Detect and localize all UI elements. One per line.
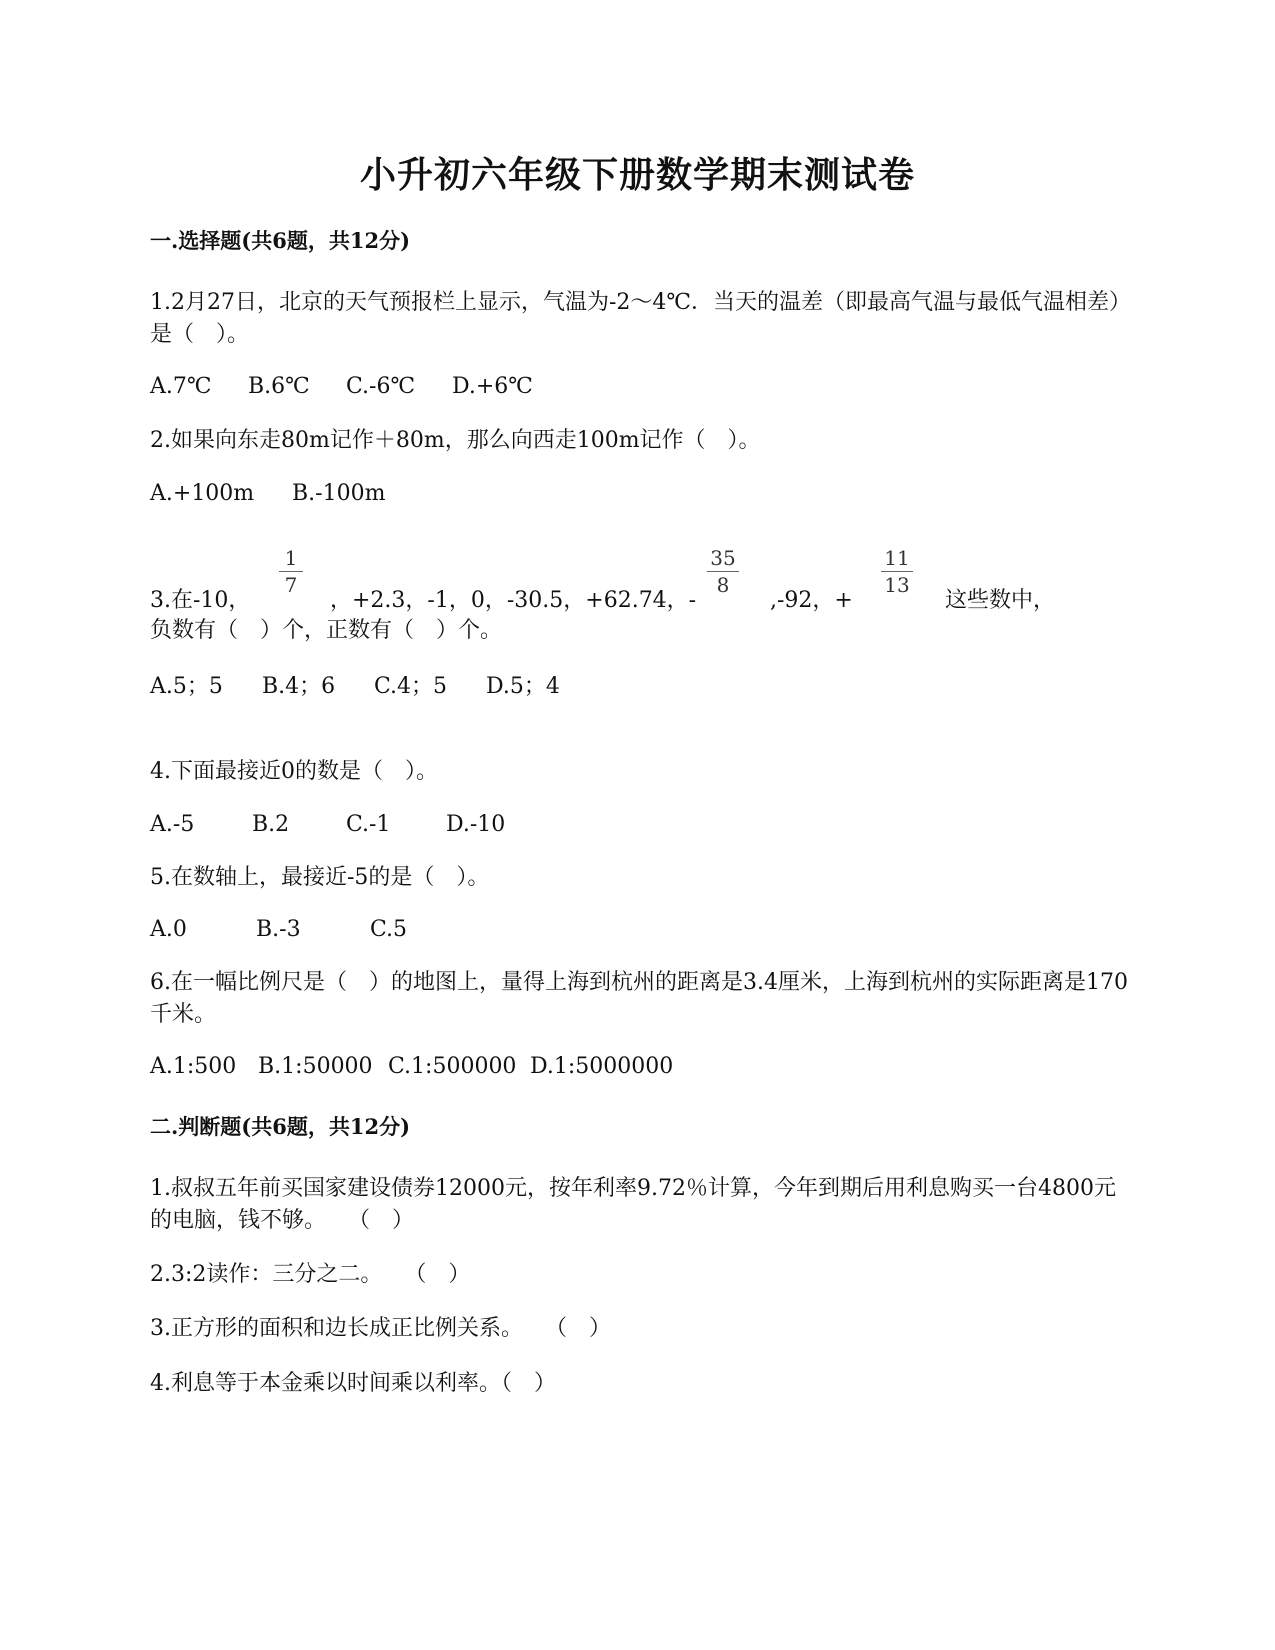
fraction-denominator: 8 xyxy=(716,573,730,597)
question-5-options xyxy=(150,914,407,946)
option-c: C.1:500000 xyxy=(388,1054,517,1079)
option-c: C.-6℃ xyxy=(346,374,416,399)
question-3-seg-1: 3.在-10， xyxy=(150,588,251,613)
question-3-seg-3: ,-92，+ xyxy=(770,588,853,613)
option-a: A.5；5 xyxy=(150,674,223,699)
question-3-line-2: 负数有（ ）个，正数有（ ）个。 xyxy=(150,618,503,643)
question-1-options xyxy=(150,371,533,403)
question-4-options xyxy=(150,809,505,841)
judgement-question-2: 2.3:2读作：三分之二。 （ ） xyxy=(150,1262,471,1287)
fraction-numerator: 1 xyxy=(284,546,298,570)
option-c: C.5 xyxy=(370,917,408,942)
question-3-options xyxy=(150,671,560,703)
question-3-seg-4: 这些数中， xyxy=(945,588,1056,613)
option-a: A.1:500 xyxy=(150,1054,237,1079)
judgement-question-1: 1.叔叔五年前买国家建设债券12000元，按年利率9.72％计算，今年到期后用利息购买一台4800元的电脑，钱不够。 （ ） xyxy=(150,1176,1116,1233)
option-a: A.-5 xyxy=(150,812,195,837)
question-5-text: 5.在数轴上，最接近-5的是（ ）。 xyxy=(150,865,490,890)
page-title: 小升初六年级下册数学期末测试卷 xyxy=(359,154,915,196)
question-2-text: 2.如果向东走80m记作＋80m，那么向西走100m记作（ ）。 xyxy=(150,428,761,453)
judgement-question-3: 3.正方形的面积和边长成正比例关系。 （ ） xyxy=(150,1316,611,1341)
fraction-denominator: 13 xyxy=(884,573,910,597)
judgement-question-4: 4.利息等于本金乘以时间乘以利率。（ ） xyxy=(150,1371,556,1396)
question-6-options xyxy=(150,1051,673,1083)
option-c: C.-1 xyxy=(346,812,391,837)
option-a: A.7℃ xyxy=(150,374,212,399)
option-a: A.0 xyxy=(150,917,187,942)
option-b: B.-3 xyxy=(256,917,301,942)
option-c: C.4；5 xyxy=(374,674,448,699)
option-d: D.1:5000000 xyxy=(530,1054,674,1079)
section-heading-judgement: 二.判断题(共6题，共12分) xyxy=(150,1114,411,1139)
question-4-text: 4.下面最接近0的数是（ ）。 xyxy=(150,759,438,784)
fraction-11-13 xyxy=(880,545,914,598)
question-3-seg-2: ，+2.3，-1，0，-30.5，+62.74，- xyxy=(330,588,697,613)
option-b: B.4；6 xyxy=(262,674,336,699)
fraction-numerator: 11 xyxy=(884,546,910,570)
question-2-options xyxy=(150,478,385,510)
fraction-1-7 xyxy=(278,545,304,598)
option-d: D.+6℃ xyxy=(452,374,533,399)
fraction-denominator: 7 xyxy=(284,573,298,597)
option-a: A.+100m xyxy=(150,481,255,506)
question-6-text: 6.在一幅比例尺是（ ）的地图上，量得上海到杭州的距离是3.4厘米，上海到杭州的实际距离是170千米。 xyxy=(150,970,1128,1027)
option-b: B.6℃ xyxy=(248,374,310,399)
option-b: B.2 xyxy=(252,812,290,837)
option-d: D.-10 xyxy=(446,812,506,837)
option-d: D.5；4 xyxy=(486,674,560,699)
question-1-text: 1.2月27日，北京的天气预报栏上显示，气温为-2～4℃．当天的温差（即最高气温与最低气温相差）是（ ）。 xyxy=(150,290,1121,347)
fraction-numerator: 35 xyxy=(710,546,736,570)
section-heading-choice: 一.选择题(共6题，共12分) xyxy=(150,228,411,253)
option-b: B.-100m xyxy=(292,481,386,506)
option-b: B.1:50000 xyxy=(258,1054,373,1079)
fraction-35-8 xyxy=(706,545,740,598)
